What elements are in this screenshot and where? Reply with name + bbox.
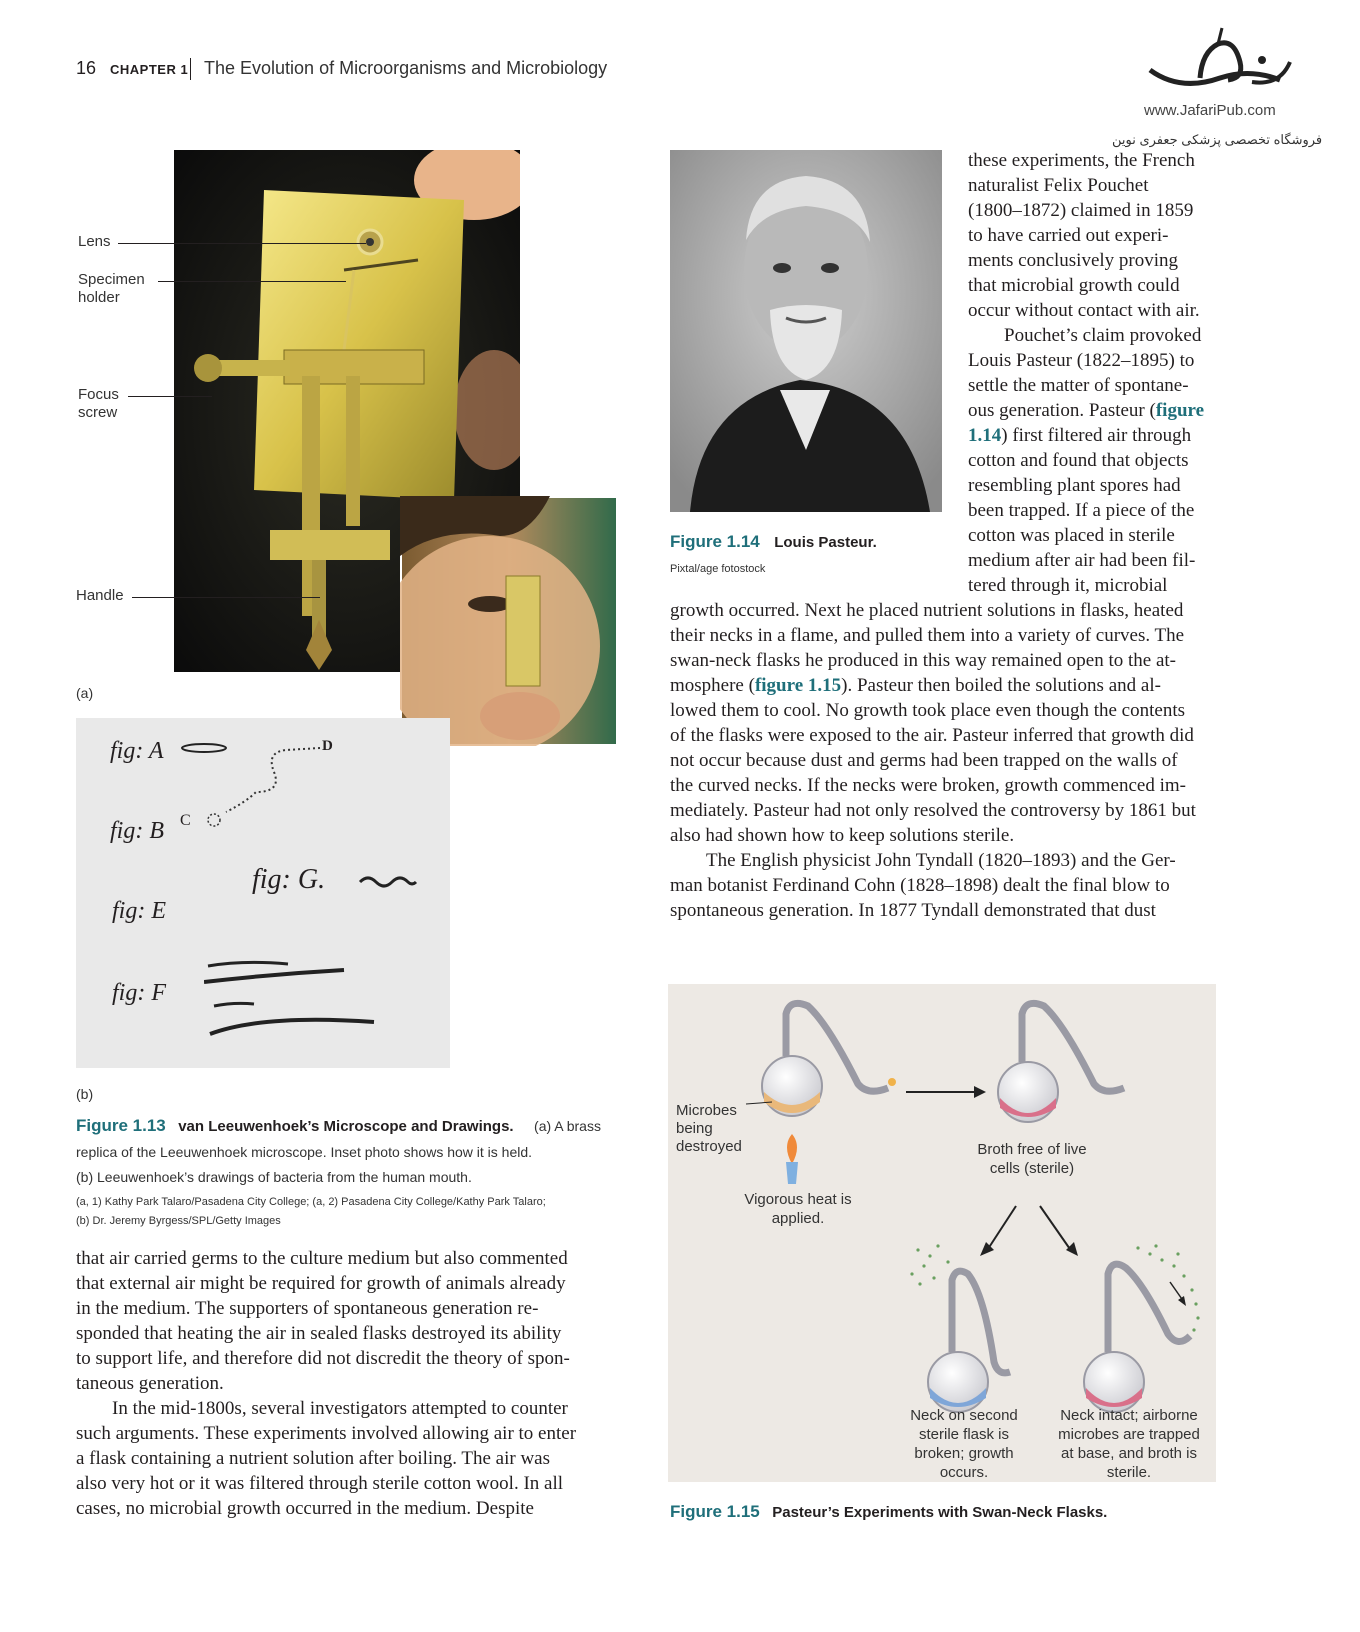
right-text-line-with-link: 1.14) first filtered air through xyxy=(968,425,1192,446)
figure-1-14-credit: Pixtal/age fotostock xyxy=(670,563,766,575)
label-neck-broken: Neck on second sterile flask is broken; growth occurs. xyxy=(910,1407,1018,1481)
right-text-line: mediately. Pasteur had not only resolved the controversy by 1861 but xyxy=(670,800,1196,821)
right-text-line: resembling plant spores had xyxy=(968,475,1181,496)
right-text-line: Louis Pasteur (1822–1895) to xyxy=(968,350,1195,371)
left-text-line: also very hot or it was filtered through sterile cotton wool. In all xyxy=(76,1473,564,1494)
chapter-title: The Evolution of Microorganisms and Microbiology xyxy=(204,58,608,78)
figure-1-13-caption xyxy=(76,1114,632,1139)
right-text-line: man botanist Ferdinand Cohn (1828–1898) dealt the final blow to xyxy=(670,875,1170,896)
right-text-line: tered through it, microbial xyxy=(968,575,1168,596)
right-text-line: their necks in a flame, and pulled them into a variety of curves. The xyxy=(670,625,1185,646)
right-text-line: these experiments, the French xyxy=(968,150,1195,171)
inset-photo xyxy=(400,496,618,746)
right-text-line: Pouchet’s claim provoked xyxy=(1004,325,1202,346)
header-divider xyxy=(190,58,191,80)
drawing-label-a: fig: A xyxy=(110,738,164,764)
figure-1-13-caption-line1: (a) A brass xyxy=(534,1118,601,1134)
drawing-label-e: fig: E xyxy=(112,898,166,924)
label-broth-sterile: Broth free of live cells (sterile) xyxy=(977,1141,1087,1177)
figure-1-15-link[interactable]: figure 1.15 xyxy=(754,675,842,696)
label-handle: Handle xyxy=(76,587,124,604)
left-text-line: such arguments. These experiments involved allowing air to enter xyxy=(76,1423,577,1444)
right-text-line: also had shown how to keep solutions sterile. xyxy=(670,825,1015,846)
chapter-label: CHAPTER 1 xyxy=(110,62,189,77)
drawing-path-cd xyxy=(206,742,326,832)
figure-1-13-credit-line2: (b) Dr. Jeremy Byrgess/SPL/Getty Images xyxy=(76,1215,281,1227)
leader-lens xyxy=(118,243,366,244)
label-microbes-destroyed: Microbes being destroyed xyxy=(676,1102,742,1155)
left-text-line: taneous generation. xyxy=(76,1373,224,1394)
drawing-label-c: C xyxy=(180,812,191,829)
leeuwenhoek-drawings xyxy=(76,718,450,1068)
left-text-line: that air carried germs to the culture medium but also commented xyxy=(76,1248,568,1269)
right-text-line: that microbial growth could xyxy=(968,275,1180,296)
right-wide-text xyxy=(670,598,1214,923)
left-body-text xyxy=(76,1246,620,1521)
figure-1-14-title: Louis Pasteur. xyxy=(774,534,877,551)
label-lens: Lens xyxy=(78,233,111,250)
figure-1-13-credit-line1: (a, 1) Kathy Park Talaro/Pasadena City College; (a, 2) Pasadena City College/Kathy Park Talaro; xyxy=(76,1196,546,1208)
figure-1-15-title: Pasteur’s Experiments with Swan-Neck Flasks. xyxy=(772,1504,1108,1521)
right-text-line: swan-neck flasks he produced in this way remained open to the at- xyxy=(670,650,1176,671)
drawing-label-b: fig: B xyxy=(110,818,164,844)
right-text-line: naturalist Felix Pouchet xyxy=(968,175,1149,196)
swan-neck-diagram xyxy=(668,984,1216,1482)
figure-1-14-number: Figure 1.14 xyxy=(670,532,760,551)
drawing-label-g: fig: G. xyxy=(252,864,326,895)
leader-specimen-holder xyxy=(158,281,346,282)
right-text-line: cotton was placed in sterile xyxy=(968,525,1175,546)
right-text-line-with-link: ous generation. Pasteur (figure xyxy=(968,400,1205,421)
right-text-line: cotton and found that objects xyxy=(968,450,1189,471)
figure-1-13-caption-line3: (b) Leeuwenhoek’s drawings of bacteria from the human mouth. xyxy=(76,1169,472,1185)
figure-1-13-title: van Leeuwenhoek’s Microscope and Drawings. xyxy=(178,1118,514,1135)
right-text-line: occur without contact with air. xyxy=(968,300,1200,321)
right-text-line: spontaneous generation. In 1877 Tyndall demonstrated that dust xyxy=(670,900,1156,921)
left-text-line: to support life, and therefore did not discredit the theory of spon- xyxy=(76,1348,570,1369)
leader-focus-screw xyxy=(128,396,212,397)
right-narrow-text xyxy=(968,148,1214,598)
label-specimen-holder: Specimen holder xyxy=(78,271,145,306)
right-text-line: of the flasks were exposed to the air. Pasteur inferred that growth did xyxy=(670,725,1194,746)
drawing-label-f: fig: F xyxy=(112,980,166,1006)
right-text-line-with-link: mosphere (figure 1.15). Pasteur then boiled the solutions and al- xyxy=(670,675,1161,696)
right-text-line: to have carried out experi- xyxy=(968,225,1169,246)
label-focus-screw: Focus screw xyxy=(78,386,119,421)
figure-1-15-caption xyxy=(670,1502,1107,1522)
leader-handle xyxy=(132,597,320,598)
panel-a-label: (a) xyxy=(76,685,94,701)
figure-1-14-link[interactable]: figure xyxy=(1155,400,1205,421)
drawing-label-d: D xyxy=(322,738,333,754)
figure-1-14-caption xyxy=(670,532,877,552)
right-text-line: ments conclusively proving xyxy=(968,250,1179,271)
left-text-line: sponded that heating the air in sealed flasks destroyed its ability xyxy=(76,1323,562,1344)
right-text-line: the curved necks. If the necks were broken, growth commenced im- xyxy=(670,775,1186,796)
figure-1-13-number: Figure 1.13 xyxy=(76,1116,166,1135)
left-text-line: that external air might be required for growth of animals already xyxy=(76,1273,566,1294)
figure-1-13-caption-line2: replica of the Leeuwenhoek microscope. Inset photo shows how it is held. xyxy=(76,1144,533,1160)
left-text-line: in the medium. The supporters of spontaneous generation re- xyxy=(76,1298,539,1319)
publisher-logo xyxy=(1140,22,1300,102)
right-text-line: The English physicist John Tyndall (1820–1893) and the Ger- xyxy=(706,850,1176,871)
pasteur-portrait xyxy=(670,150,942,512)
right-text-line: settle the matter of spontane- xyxy=(968,375,1189,396)
right-text-line: been trapped. If a piece of the xyxy=(968,500,1195,521)
drawing-g-shape xyxy=(358,872,418,892)
right-text-line: medium after air had been fil- xyxy=(968,550,1196,571)
label-vigorous-heat: Vigorous heat is applied. xyxy=(744,1191,852,1227)
label-neck-intact: Neck intact; airborne microbes are trapped at base, and broth is sterile. xyxy=(1058,1407,1200,1481)
right-text-line: lowed them to cool. No growth took place even though the contents xyxy=(670,700,1185,721)
drawing-f-shapes xyxy=(204,958,384,1048)
page-number: 16 xyxy=(76,58,97,78)
publisher-name: فروشگاه تخصصی پزشکی جعفری نوین xyxy=(1112,132,1323,147)
left-text-line: cases, no microbial growth occurred in the medium. Despite xyxy=(76,1498,534,1519)
right-text-line: not occur because dust and germs had been trapped on the walls of xyxy=(670,750,1178,771)
left-text-line: a flask containing a nutrient solution after boiling. The air was xyxy=(76,1448,550,1469)
publisher-url: www.JafariPub.com xyxy=(1144,102,1276,119)
right-text-line: growth occurred. Next he placed nutrient solutions in flasks, heated xyxy=(670,600,1184,621)
figure-1-15-number: Figure 1.15 xyxy=(670,1502,760,1521)
figure-1-14-link-number[interactable]: 1.14 xyxy=(968,425,1002,446)
right-text-line: (1800–1872) claimed in 1859 xyxy=(968,200,1194,221)
left-text-line: In the mid-1800s, several investigators attempted to counter xyxy=(112,1398,568,1419)
panel-b-label: (b) xyxy=(76,1086,94,1102)
